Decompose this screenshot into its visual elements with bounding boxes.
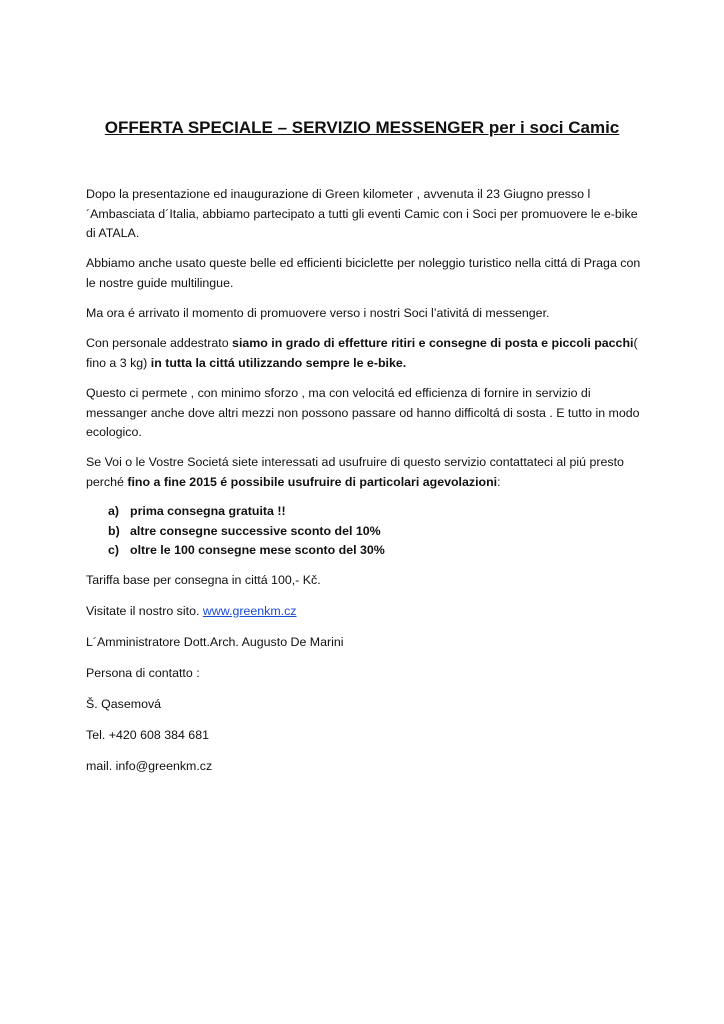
offers-list	[86, 502, 646, 561]
website-link[interactable]: www.greenkm.cz	[202, 604, 297, 618]
phone-text: Tel. +420 608 384 681	[86, 728, 209, 742]
list-item	[86, 522, 646, 542]
interest-paragraph	[86, 453, 646, 492]
administrator-text: L´Amministratore Dott.Arch. Augusto De Marini	[86, 635, 344, 649]
list-marker: a)	[108, 504, 120, 518]
list-item-text: prima consegna gratuita !!	[130, 504, 286, 518]
service-paragraph	[86, 334, 646, 373]
list-marker: c)	[108, 543, 120, 558]
list-item-text: oltre le 100 consegne mese sconto del 30%	[130, 543, 385, 558]
page-title: OFFERTA SPECIALE – SERVIZIO MESSENGER per i soci Camic	[104, 118, 620, 137]
service-text-intro: Con personale addestrato	[86, 336, 233, 350]
contact-name: Š. Qasemová	[86, 697, 162, 711]
interest-text-colon: :	[497, 474, 501, 489]
intro-paragraph: Dopo la presentazione ed inaugurazione di Green kilometer , avvenuta il 23 Giugno presso l´Ambasciata d´Italia, abbiamo partecipato a tutti gli eventi Camic con i Soci per promuovere le e-bike di ATALA.	[86, 187, 638, 241]
service-text-bold-2: in tutta la cittá utilizzando sempre le e-bike.	[150, 355, 407, 370]
website-line	[86, 602, 646, 622]
mail-text: mail. info@greenkm.cz	[86, 759, 213, 773]
service-text-bold-1: siamo in grado di effetture ritiri e consegne di posta e piccoli pacchi	[232, 336, 634, 350]
interest-text-bold: fino a fine 2015 é possibile usufruire di particolari agevolazioni	[127, 474, 498, 489]
service-text-weight: ( fino a 3 kg)	[86, 336, 638, 370]
contact-label: Persona di contatto :	[86, 666, 200, 680]
interest-text: Se Voi o le Vostre Societá siete interessati ad usufruire di questo servizio contattateci al piú presto perché	[86, 455, 624, 489]
list-item	[86, 502, 646, 522]
list-item	[86, 541, 646, 561]
benefit-paragraph: Questo ci permete , con minimo sforzo , ma con velocitá ed efficienza di fornire in servizio di messanger anche dove altri mezzi non possono passare od hanno difficoltá di sosta . E tutto in modo ecologico.	[86, 386, 640, 440]
website-label: Visitate il nostro sito.	[86, 604, 203, 618]
tariff-text: Tariffa base per consegna in cittá 100,- Kč.	[86, 573, 321, 587]
list-marker: b)	[108, 523, 120, 538]
rental-paragraph: Abbiamo anche usato queste belle ed efficienti biciclette per noleggio turistico nella cittá di Praga con le nostre guide multilingue.	[86, 256, 641, 290]
list-item-text: altre consegne successive sconto del 10%	[130, 523, 381, 538]
promotion-paragraph: Ma ora é arrivato il momento di promuovere verso i nostri Soci l’ativitá di messenger.	[86, 306, 550, 320]
